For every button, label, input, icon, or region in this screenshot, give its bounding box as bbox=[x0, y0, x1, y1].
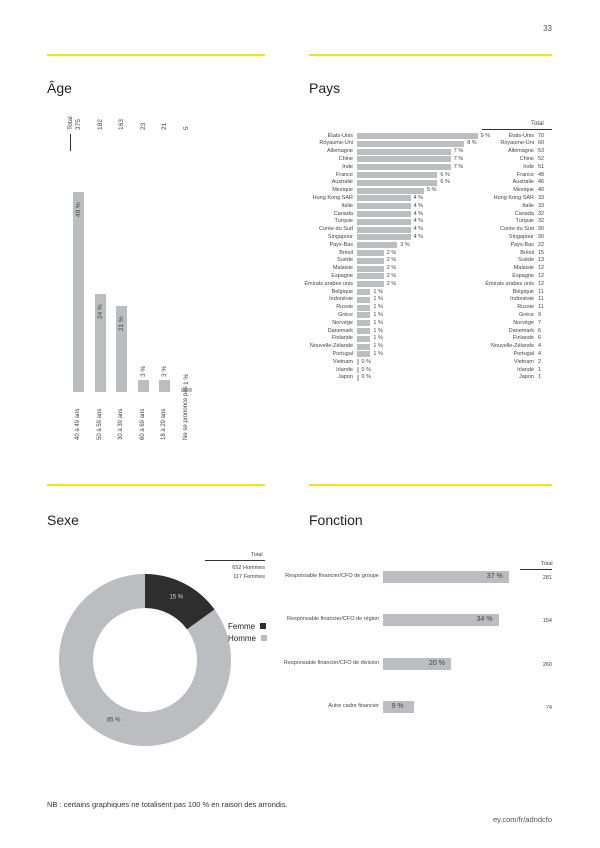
pays-total-line bbox=[482, 129, 552, 130]
pays-bar bbox=[357, 328, 370, 334]
pays-value-label: 4 % bbox=[413, 218, 424, 225]
pays-value-label: 4 % bbox=[413, 226, 424, 233]
sexe-total-label: Total bbox=[251, 552, 263, 558]
pays-total-value: 32 bbox=[538, 210, 545, 217]
pays-country-label: Turquie bbox=[334, 218, 353, 225]
pays-total-value: 12 bbox=[538, 265, 545, 272]
divider bbox=[309, 484, 552, 486]
pays-right-country-label: Nouvelle-Zélande bbox=[490, 343, 534, 350]
pays-value-label: 1 % bbox=[373, 335, 383, 342]
pays-right-country-label: Pays-Bas bbox=[510, 241, 534, 248]
pays-bar bbox=[357, 344, 370, 350]
pays-value-label: 7 % bbox=[453, 163, 464, 170]
pays-total-label: Total bbox=[531, 121, 544, 127]
pays-value-label: 2 % bbox=[386, 272, 397, 279]
pays-bar bbox=[357, 367, 359, 373]
pays-value-label: 0 % bbox=[361, 366, 371, 373]
pays-country-label: Émirats arabes unis bbox=[304, 280, 353, 287]
pays-bar bbox=[357, 320, 370, 326]
pays-total-value: 12 bbox=[538, 272, 545, 279]
pays-right-country-label: Mexique bbox=[513, 187, 534, 194]
pays-bar bbox=[357, 336, 370, 342]
pays-value-label: 4 % bbox=[413, 194, 424, 201]
pays-right-country-label: Belgique bbox=[512, 288, 534, 295]
pays-value-label: 6 % bbox=[440, 179, 450, 186]
pays-right-country-label: Canada bbox=[514, 210, 534, 217]
pays-right-country-label: Corée du Sud bbox=[500, 226, 534, 233]
age-category-label: Ne se prononce pas bbox=[182, 386, 189, 440]
pays-country-label: Italie bbox=[341, 202, 353, 209]
pays-value-label: 7 % bbox=[453, 155, 464, 162]
fonction-value-label: 34 % bbox=[476, 616, 493, 623]
pays-right-country-label: Indonésie bbox=[510, 296, 534, 303]
fonction-total-value: 260 bbox=[542, 662, 552, 668]
fonction-total-value: 281 bbox=[542, 575, 552, 581]
pays-country-label: Japon bbox=[338, 374, 353, 381]
pays-bar bbox=[357, 242, 397, 248]
age-total-value: 375 bbox=[75, 119, 82, 130]
pays-total-value: 40 bbox=[538, 187, 545, 194]
pays-total-value: 1 bbox=[538, 366, 542, 373]
pays-right-country-label: Émirats arabes unis bbox=[485, 280, 534, 287]
age-total-value: 182 bbox=[96, 119, 104, 130]
pays-total-value: 13 bbox=[538, 257, 545, 264]
pays-value-label: 8 % bbox=[467, 140, 477, 147]
fonction-value-label: 9 % bbox=[391, 703, 404, 710]
fonction-category-label: Autre cadre financier bbox=[328, 703, 379, 709]
pays-right-country-label: Espagne bbox=[512, 272, 534, 279]
age-bar bbox=[159, 380, 170, 392]
pays-bar bbox=[357, 188, 424, 194]
age-value-label: 1 % bbox=[182, 373, 190, 385]
pays-bar bbox=[357, 297, 370, 303]
pays-bar bbox=[357, 227, 411, 233]
pays-total-value: 32 bbox=[538, 218, 545, 225]
pays-bar bbox=[357, 258, 384, 264]
pays-bar bbox=[357, 172, 437, 178]
pays-value-label: 2 % bbox=[386, 257, 397, 264]
sexe-total-hommes: 652 Hommes bbox=[232, 565, 265, 571]
legend-label-homme: Homme bbox=[228, 634, 257, 643]
pays-total-value: 15 bbox=[538, 249, 545, 256]
divider bbox=[47, 484, 265, 486]
pays-bar bbox=[357, 180, 437, 186]
pays-right-country-label: Suède bbox=[518, 257, 534, 264]
pays-value-label: 1 % bbox=[373, 343, 383, 350]
pays-right-country-label: Vietnam bbox=[513, 358, 534, 365]
age-category-label: 18 à 29 ans bbox=[161, 408, 167, 440]
pays-total-value: 12 bbox=[538, 280, 545, 287]
age-bar bbox=[138, 380, 149, 392]
pays-country-label: Indonésie bbox=[329, 296, 353, 303]
pays-value-label: 5 % bbox=[427, 187, 437, 194]
fonction-total-value: 74 bbox=[545, 705, 552, 711]
age-category-label: 60 à 69 ans bbox=[139, 408, 146, 440]
pays-value-label: 1 % bbox=[373, 296, 383, 303]
pays-country-label: États-Unis bbox=[327, 132, 353, 139]
pays-country-label: Grèce bbox=[338, 311, 353, 318]
legend-swatch-homme bbox=[261, 635, 267, 641]
pays-country-label: France bbox=[335, 171, 353, 178]
pays-right-country-label: France bbox=[516, 171, 534, 178]
donut-value-label: 85 % bbox=[106, 717, 121, 724]
pays-country-label: Vietnam bbox=[332, 358, 353, 365]
pays-right-country-label: Chine bbox=[519, 155, 534, 162]
pays-bar bbox=[357, 203, 411, 209]
pays-value-label: 4 % bbox=[413, 202, 424, 209]
pays-right-country-label: Finlande bbox=[512, 335, 534, 342]
pays-country-label: Singapour bbox=[327, 233, 353, 240]
age-value-label: 3 % bbox=[161, 365, 168, 377]
footer-url: ey.com/fr/adndcfo bbox=[492, 815, 552, 824]
pays-value-label: 1 % bbox=[373, 319, 383, 326]
age-value-label: 21 % bbox=[118, 316, 125, 332]
pays-value-label: 4 % bbox=[413, 233, 424, 240]
age-title: Âge bbox=[47, 80, 72, 96]
pays-bar bbox=[357, 133, 478, 139]
donut-value-label: 15 % bbox=[169, 594, 184, 601]
pays-country-label: Danemark bbox=[327, 327, 353, 334]
sexe-donut-chart bbox=[55, 570, 235, 750]
page-number: 33 bbox=[543, 24, 552, 33]
fonction-category-label: Responsable financier/CFO de région bbox=[286, 616, 379, 622]
pays-total-value: 30 bbox=[538, 226, 545, 233]
legend-swatch-femme bbox=[260, 623, 266, 629]
pays-country-label: Malaisie bbox=[332, 265, 353, 272]
pays-bar bbox=[357, 195, 411, 201]
fonction-value-label: 37 % bbox=[486, 573, 503, 580]
pays-country-label: Canada bbox=[333, 210, 353, 217]
pays-bar bbox=[357, 312, 370, 318]
age-category-label: 50 à 59 ans bbox=[96, 408, 103, 440]
pays-right-country-label: Japon bbox=[519, 374, 534, 381]
age-value-label: 3 % bbox=[139, 365, 147, 377]
pays-total-value: 4 bbox=[538, 343, 542, 350]
pays-right-country-label: Portugal bbox=[513, 350, 534, 357]
pays-total-value: 4 bbox=[538, 350, 542, 357]
pays-value-label: 0 % bbox=[361, 374, 371, 381]
pays-right-country-label: Turquie bbox=[515, 218, 534, 225]
pays-right-country-label: Inde bbox=[523, 163, 534, 170]
pays-total-value: 6 bbox=[538, 327, 542, 334]
pays-right-country-label: États-Unis bbox=[508, 132, 534, 139]
age-value-label: 49 % bbox=[75, 202, 82, 217]
pays-country-label: Hong Kong SAR bbox=[312, 194, 353, 201]
pays-total-value: 51 bbox=[538, 163, 545, 170]
pays-right-country-label: Grèce bbox=[519, 311, 534, 318]
fonction-total-value: 154 bbox=[542, 618, 552, 624]
pays-country-label: Irlande bbox=[336, 366, 353, 373]
pays-total-value: 11 bbox=[538, 288, 544, 295]
pays-total-value: 60 bbox=[538, 140, 545, 147]
pays-country-label: Royaume-Uni bbox=[319, 140, 353, 147]
pays-country-label: Nouvelle-Zélande bbox=[309, 343, 353, 350]
pays-total-value: 9 bbox=[538, 311, 542, 318]
age-bar bbox=[73, 192, 84, 392]
pays-country-label: Espagne bbox=[331, 272, 353, 279]
pays-total-value: 2 bbox=[538, 358, 542, 365]
pays-bar bbox=[357, 266, 384, 272]
pays-total-value: 6 bbox=[538, 335, 542, 342]
pays-bar bbox=[357, 281, 384, 287]
pays-value-label: 1 % bbox=[373, 288, 383, 295]
pays-country-label: Mexique bbox=[332, 187, 353, 194]
pays-bar bbox=[357, 219, 411, 225]
pays-country-label: Belgique bbox=[331, 288, 353, 295]
pays-right-country-label: Hong Kong SAR bbox=[493, 194, 534, 201]
pays-right-country-label: Norvège bbox=[513, 319, 534, 326]
pays-country-label: Chine bbox=[338, 155, 353, 162]
pays-total-value: 33 bbox=[538, 194, 545, 201]
pays-total-value: 11 bbox=[538, 304, 544, 311]
pays-country-label: Australie bbox=[331, 179, 353, 186]
pays-country-label: Inde bbox=[342, 163, 353, 170]
age-chart bbox=[47, 100, 267, 470]
pays-value-label: 6 % bbox=[440, 171, 450, 178]
pays-bar bbox=[357, 164, 451, 170]
pays-country-label: Brésil bbox=[339, 249, 353, 256]
pays-total-value: 7 bbox=[538, 319, 542, 326]
age-total-value: 5 bbox=[182, 126, 190, 130]
footer-note: NB : certains graphiques ne totalisent pas 100 % en raison des arrondis. bbox=[47, 800, 288, 809]
pays-total-value: 22 bbox=[538, 241, 545, 248]
pays-value-label: 0 % bbox=[361, 358, 371, 365]
pays-value-label: 9 % bbox=[480, 132, 491, 139]
pays-total-value: 1 bbox=[538, 374, 542, 381]
pays-total-value: 48 bbox=[538, 171, 545, 178]
pays-value-label: 1 % bbox=[373, 327, 383, 334]
sexe-title: Sexe bbox=[47, 512, 79, 528]
pays-right-country-label: Singapour bbox=[508, 233, 534, 240]
legend-label-femme: Femme bbox=[228, 622, 256, 631]
pays-value-label: 7 % bbox=[453, 148, 464, 155]
pays-bar bbox=[357, 234, 411, 240]
pays-country-label: Suède bbox=[337, 257, 353, 264]
age-category-label: 30 à 39 ans bbox=[118, 408, 124, 440]
pays-country-label: Pays-Bas bbox=[329, 241, 353, 248]
pays-right-country-label: Brésil bbox=[520, 249, 534, 256]
pays-total-value: 46 bbox=[538, 179, 545, 186]
sexe-total-femmes: 117 Femmes bbox=[233, 574, 265, 580]
pays-country-label: Corée du Sud bbox=[319, 226, 353, 233]
fonction-category-label: Responsable financier/CFO de groupe bbox=[285, 573, 379, 579]
pays-value-label: 1 % bbox=[373, 304, 383, 311]
age-axis-line bbox=[70, 134, 71, 151]
pays-country-label: Allemagne bbox=[327, 148, 353, 155]
pays-bar bbox=[357, 351, 370, 357]
pays-value-label: 3 % bbox=[400, 241, 410, 248]
divider bbox=[309, 54, 552, 56]
pays-country-label: Finlande bbox=[331, 335, 353, 342]
pays-country-label: Portugal bbox=[332, 350, 353, 357]
pays-bar bbox=[357, 273, 384, 279]
pays-right-country-label: Irlande bbox=[517, 366, 534, 373]
pays-value-label: 1 % bbox=[373, 350, 383, 357]
fonction-value-label: 20 % bbox=[429, 660, 445, 667]
fonction-total-line bbox=[520, 569, 552, 570]
pays-country-label: Russie bbox=[336, 304, 353, 311]
pays-right-country-label: Royaume-Uni bbox=[500, 140, 534, 147]
pays-total-value: 52 bbox=[538, 155, 545, 162]
pays-bar bbox=[357, 141, 464, 147]
pays-value-label: 2 % bbox=[386, 280, 397, 287]
pays-right-country-label: Australie bbox=[512, 179, 534, 186]
pays-total-value: 33 bbox=[538, 202, 545, 209]
fonction-category-label: Responsable financier/CFO de division bbox=[283, 660, 379, 666]
pays-bar bbox=[357, 359, 359, 365]
fonction-total-label: Total bbox=[541, 561, 553, 567]
age-category-label: 40 à 49 ans bbox=[75, 408, 81, 440]
pays-right-country-label: Italie bbox=[522, 202, 534, 209]
age-total-value: 23 bbox=[139, 122, 147, 130]
pays-right-country-label: Russie bbox=[517, 304, 534, 311]
pays-bar bbox=[357, 156, 451, 162]
pays-bar bbox=[357, 250, 384, 256]
age-total-value: 163 bbox=[118, 119, 125, 130]
pays-value-label: 1 % bbox=[373, 311, 383, 318]
sexe-legend-femme bbox=[228, 622, 266, 631]
age-value-label: 24 % bbox=[96, 304, 104, 320]
pays-value-label: 4 % bbox=[413, 210, 424, 217]
pays-title: Pays bbox=[309, 80, 341, 96]
sexe-total-line bbox=[205, 560, 265, 561]
pays-bar bbox=[357, 375, 359, 381]
pays-right-country-label: Allemagne bbox=[508, 148, 534, 155]
pays-total-value: 70 bbox=[538, 132, 545, 139]
pays-right-country-label: Danemark bbox=[508, 327, 534, 334]
age-total-label: Total bbox=[67, 116, 74, 130]
pays-bar bbox=[357, 289, 370, 295]
pays-bar bbox=[357, 211, 411, 217]
pays-value-label: 2 % bbox=[386, 249, 397, 256]
pays-bar bbox=[357, 149, 451, 155]
divider bbox=[47, 54, 265, 56]
pays-right-country-label: Malaisie bbox=[513, 265, 534, 272]
pays-total-value: 11 bbox=[538, 296, 544, 303]
pays-total-value: 30 bbox=[538, 233, 545, 240]
pays-total-value: 53 bbox=[538, 148, 545, 155]
pays-value-label: 2 % bbox=[386, 265, 397, 272]
pays-country-label: Norvège bbox=[332, 319, 353, 326]
sexe-legend-homme bbox=[228, 634, 267, 643]
age-total-value: 21 bbox=[161, 122, 168, 130]
fonction-title: Fonction bbox=[309, 512, 363, 528]
pays-bar bbox=[357, 305, 370, 311]
